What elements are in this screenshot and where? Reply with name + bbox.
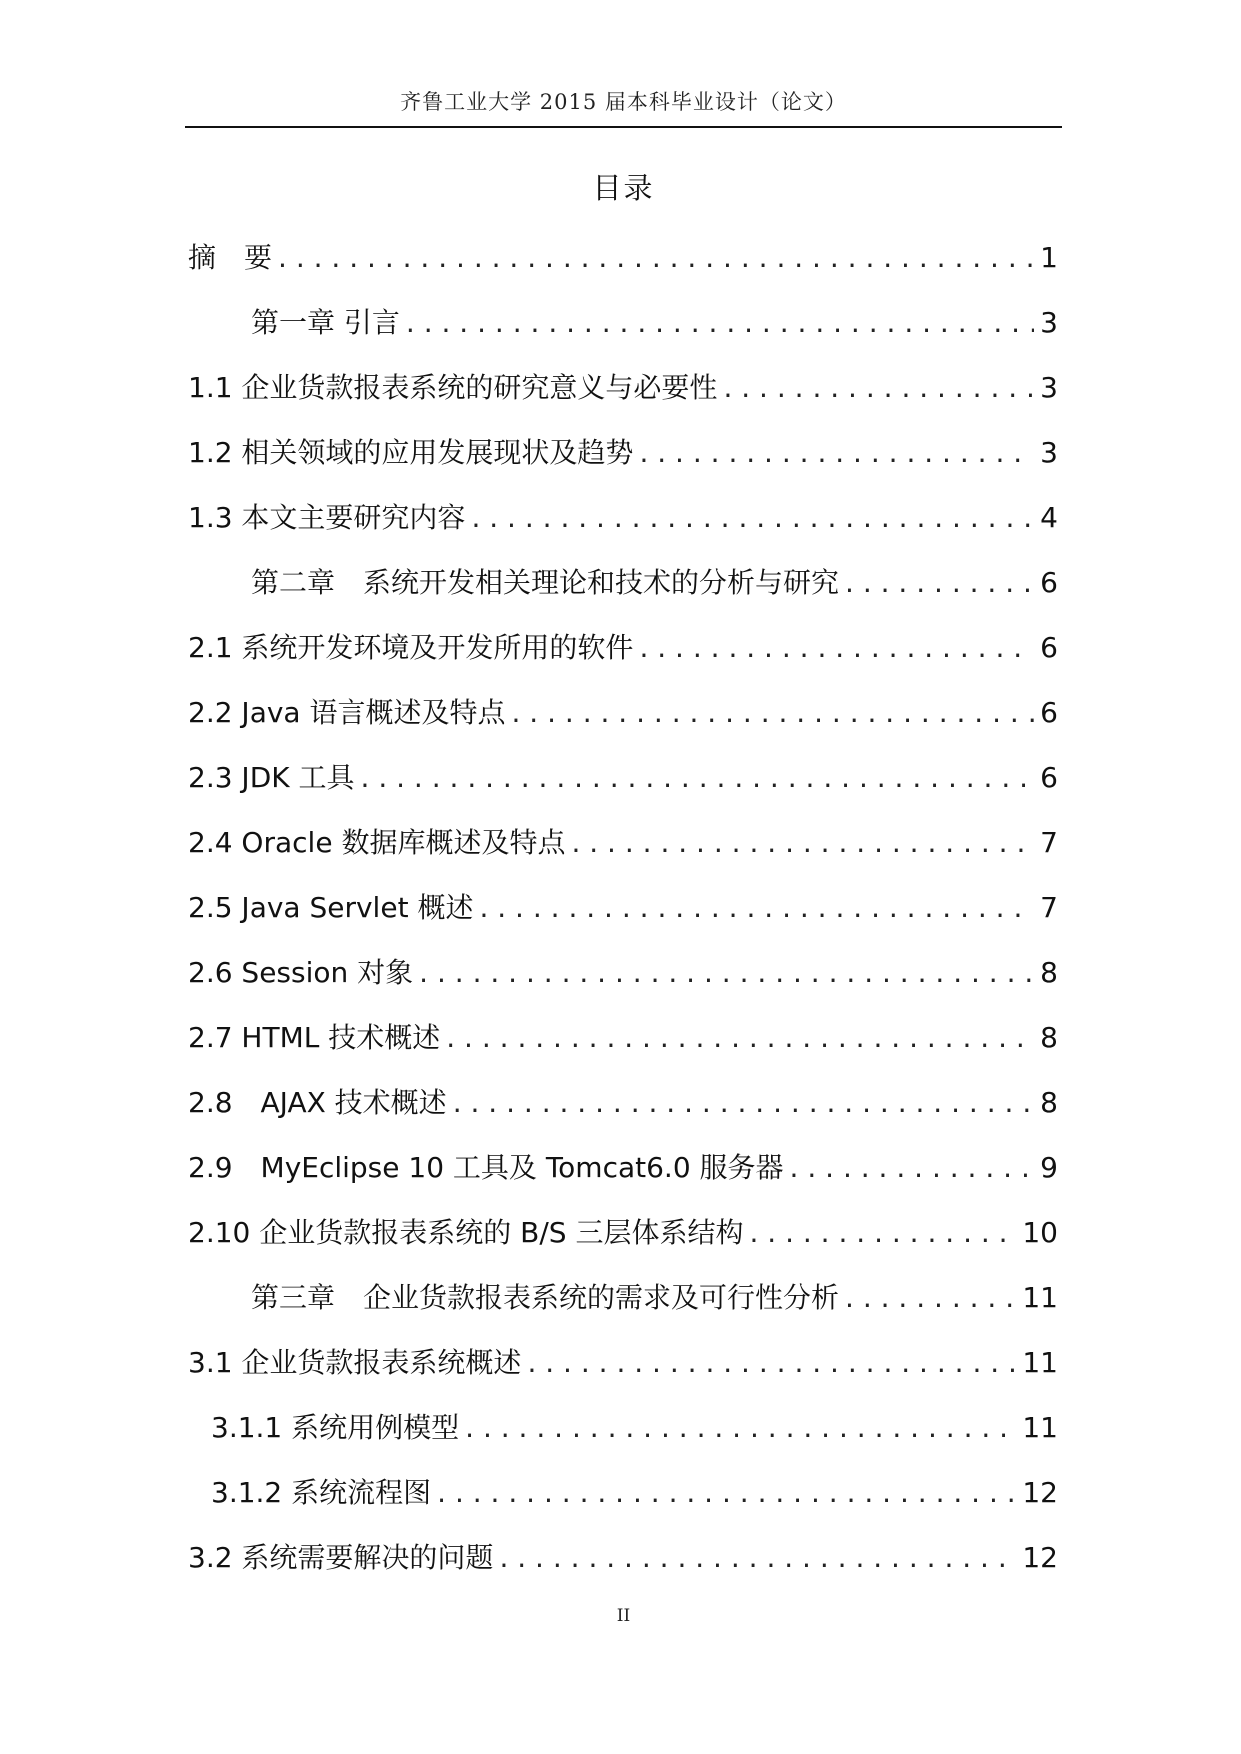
toc-entry[interactable]: [188, 431, 1058, 496]
toc-entry-page: 3: [1040, 436, 1058, 469]
toc-entry-page: 6: [1040, 761, 1058, 794]
toc-entry-label: 2.9 MyEclipse 10 工具及 Tomcat6.0 服务器: [188, 1151, 784, 1184]
toc-entry-page: 6: [1040, 631, 1058, 664]
toc-entry[interactable]: [188, 691, 1058, 756]
toc-entry[interactable]: [188, 236, 1058, 301]
toc-dot-leader: [571, 826, 1034, 859]
toc-dot-leader: [749, 1216, 1016, 1249]
toc-dot-leader: [639, 436, 1034, 469]
toc-entry-page: 11: [1022, 1281, 1058, 1314]
toc-entry-page: 9: [1040, 1151, 1058, 1184]
toc-entry-label: 2.3 JDK 工具: [188, 761, 355, 794]
toc-entry-page: 12: [1022, 1541, 1058, 1574]
toc-entry[interactable]: [188, 756, 1058, 821]
toc-dot-leader: [499, 1541, 1016, 1574]
toc-entry-label: 2.2 Java 语言概述及特点: [188, 696, 506, 729]
header-rule: [185, 126, 1062, 128]
toc-entry[interactable]: [188, 1536, 1058, 1601]
toc-entry[interactable]: [188, 626, 1058, 691]
toc-dot-leader: [465, 1411, 1016, 1444]
toc-entry-label: 2.6 Session 对象: [188, 956, 414, 989]
toc-title: 目录: [592, 171, 655, 205]
toc-dot-leader: [471, 501, 1034, 534]
toc-entry-label: 1.2 相关领域的应用发展现状及趋势: [188, 436, 634, 469]
toc-entry[interactable]: [188, 1406, 1058, 1471]
toc-dot-leader: [278, 241, 1034, 274]
toc-entry-label: 第二章 系统开发相关理论和技术的分析与研究: [251, 566, 840, 599]
toc-entry-label: 摘 要: [188, 241, 273, 274]
toc-entry-label: 第一章 引言: [251, 306, 400, 339]
page-number: II: [616, 1606, 631, 1626]
toc-dot-leader: [406, 306, 1034, 339]
running-header: 齐鲁工业大学 2015 届本科毕业设计（论文）: [400, 90, 847, 114]
toc-dot-leader: [845, 566, 1034, 599]
toc-entry[interactable]: [188, 1276, 1058, 1341]
toc-entry-label: 2.7 HTML 技术概述: [188, 1021, 441, 1054]
toc-entry[interactable]: [188, 1211, 1058, 1276]
toc-dot-leader: [419, 956, 1034, 989]
toc-dot-leader: [511, 696, 1034, 729]
toc-entry[interactable]: [188, 886, 1058, 951]
toc-entry[interactable]: [188, 1146, 1058, 1211]
toc-entry-page: 12: [1022, 1476, 1058, 1509]
toc-entry-page: 8: [1040, 1086, 1058, 1119]
toc-entry-label: 2.5 Java Servlet 概述: [188, 891, 474, 924]
toc-dot-leader: [527, 1346, 1016, 1379]
toc-entry-label: 3.1.1 系统用例模型: [211, 1411, 460, 1444]
toc-entry-page: 4: [1040, 501, 1058, 534]
toc-entry[interactable]: [188, 561, 1058, 626]
toc-entry-label: 2.4 Oracle 数据库概述及特点: [188, 826, 566, 859]
toc-entry-label: 2.1 系统开发环境及开发所用的软件: [188, 631, 634, 664]
toc-entry[interactable]: [188, 1341, 1058, 1406]
toc-entry[interactable]: [188, 496, 1058, 561]
toc-entry-page: 3: [1040, 306, 1058, 339]
toc-entry-label: 3.1.2 系统流程图: [211, 1476, 432, 1509]
toc-entry-label: 第三章 企业货款报表系统的需求及可行性分析: [251, 1281, 840, 1314]
toc-dot-leader: [453, 1086, 1034, 1119]
toc-dot-leader: [446, 1021, 1034, 1054]
toc-dot-leader: [723, 371, 1034, 404]
toc-entry-page: 7: [1040, 826, 1058, 859]
table-of-contents: [188, 236, 1058, 1601]
toc-entry-page: 8: [1040, 956, 1058, 989]
toc-dot-leader: [639, 631, 1034, 664]
toc-entry-label: 2.10 企业货款报表系统的 B/S 三层体系结构: [188, 1216, 744, 1249]
toc-entry[interactable]: [188, 1016, 1058, 1081]
toc-entry-page: 6: [1040, 696, 1058, 729]
toc-entry-page: 11: [1022, 1411, 1058, 1444]
toc-entry-page: 3: [1040, 371, 1058, 404]
toc-entry-page: 1: [1040, 241, 1058, 274]
toc-entry-page: 6: [1040, 566, 1058, 599]
toc-entry-label: 2.8 AJAX 技术概述: [188, 1086, 447, 1119]
toc-entry-page: 7: [1040, 891, 1058, 924]
toc-entry[interactable]: [188, 1081, 1058, 1146]
toc-entry-label: 1.1 企业货款报表系统的研究意义与必要性: [188, 371, 718, 404]
toc-entry[interactable]: [188, 1471, 1058, 1536]
toc-dot-leader: [479, 891, 1034, 924]
toc-entry-label: 1.3 本文主要研究内容: [188, 501, 466, 534]
toc-entry-page: 8: [1040, 1021, 1058, 1054]
toc-entry[interactable]: [188, 951, 1058, 1016]
toc-entry-page: 11: [1022, 1346, 1058, 1379]
toc-entry[interactable]: [188, 366, 1058, 431]
toc-entry-label: 3.2 系统需要解决的问题: [188, 1541, 494, 1574]
toc-dot-leader: [845, 1281, 1016, 1314]
toc-entry[interactable]: [188, 821, 1058, 886]
toc-dot-leader: [437, 1476, 1016, 1509]
toc-entry-label: 3.1 企业货款报表系统概述: [188, 1346, 522, 1379]
toc-dot-leader: [361, 761, 1035, 794]
toc-dot-leader: [790, 1151, 1035, 1184]
toc-entry[interactable]: [188, 301, 1058, 366]
toc-entry-page: 10: [1022, 1216, 1058, 1249]
